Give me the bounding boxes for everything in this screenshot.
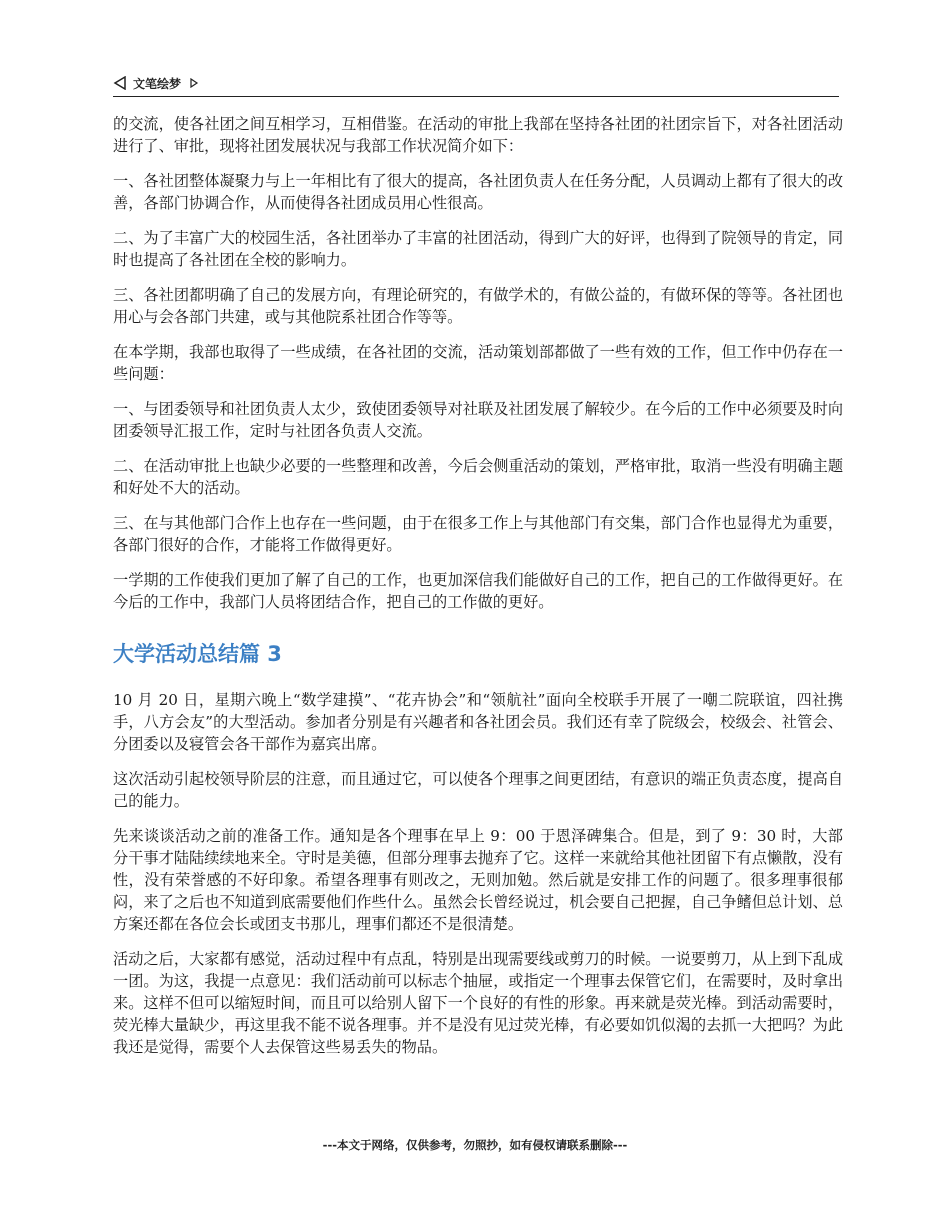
paragraph: 一、与团委领导和社团负责人太少，致使团委领导对社联及社团发展了解较少。在今后的工作中必须要及时向团委领导汇报工作，定时与社团各负责人交流。 (113, 400, 843, 440)
page-header (113, 70, 839, 97)
paragraph: 这次活动引起校领导阶层的注意，而且通过它，可以使各个理事之间更团结，有意识的端正负责态度，提高自己的能力。 (113, 770, 843, 810)
triangle-right-outline-icon (189, 78, 199, 88)
paragraph: 一学期的工作使我们更加了解了自己的工作，也更加深信我们能做好自己的工作，把自己的工作做得更好。在今后的工作中，我部门人员将团结合作，把自己的工作做的更好。 (113, 571, 843, 611)
paragraph: 先来谈谈活动之前的准备工作。通知是各个理事在早上 9：00 于恩泽碑集合。但是，到了 9：30 时，大部分干事才陆陆续续地来全。守时是美德，但部分理事去抛弃了它。这样一来就给其他社团留下有点懒散，没有性，没有荣誉感的不好印象。希望各理事有则改之，无则加勉。然后就是安排工作的问题了。很多理事很郁闷，来了之后也不知道到底需要他们作些什么。虽然会长曾经说过，机会要自己把握，自己争鳍但总计划、总方案还都在各位会长或团支书那儿，理事们都还不是很清楚。 (113, 827, 843, 933)
paragraph: 三、各社团都明确了自己的发展方向，有理论研究的，有做学术的，有做公益的，有做环保的等等。各社团也用心与会各部门共建，或与其他院系社团合作等等。 (113, 286, 843, 326)
paragraph: 的交流，使各社团之间互相学习，互相借鉴。在活动的审批上我部在坚持各社团的社团宗旨下，对各社团活动进行了、审批，现将社团发展状况与我部工作状况简介如下： (113, 115, 843, 155)
paragraph: 三、在与其他部门合作上也存在一些问题，由于在很多工作上与其他部门有交集，部门合作也显得尤为重要，各部门很好的合作，才能将工作做得更好。 (113, 514, 843, 554)
paragraph: 二、为了丰富广大的校园生活，各社团举办了丰富的社团活动，得到广大的好评，也得到了院领导的肯定，同时也提高了各社团在全校的影响力。 (113, 229, 843, 269)
paragraph: 活动之后，大家都有感觉，活动过程中有点乱，特别是出现需要线或剪刀的时候。一说要剪刀，从上到下乱成一团。为这，我提一点意见：我们活动前可以标志个抽屉，或指定一个理事去保管它们，在需要时，及时拿出来。这样不但可以缩短时间，而且可以给别人留下一个良好的有性的形象。再来就是荧光棒。到活动需要时，荧光棒大量缺少，再这里我不能不说各理事。并不是没有见过荧光棒，有必要如饥似渴的去抓一大把吗？为此我还是觉得，需要个人去保管这些易丢失的物品。 (113, 950, 843, 1056)
paragraph: 二、在活动审批上也缺少必要的一些整理和改善，今后会侧重活动的策划，严格审批，取消一些没有明确主题和好处不大的活动。 (113, 457, 843, 497)
document-body (113, 113, 843, 1071)
section-title: 大学活动总结篇 3 (113, 642, 282, 666)
paragraph: 一、各社团整体凝聚力与上一年相比有了很大的提高，各社团负责人在任务分配，人员调动上都有了很大的改善，各部门协调合作，从而使得各社团成员用心性很高。 (113, 172, 843, 212)
paragraph: 在本学期，我部也取得了一些成绩，在各社团的交流，活动策划部都做了一些有效的工作，但工作中仍存在一些问题： (113, 343, 843, 383)
page-footer: ---本文于网络，仅供参考，勿照抄，如有侵权请联系删除--- (322, 1138, 628, 1152)
paragraph: 10 月 20 日，星期六晚上“数学建摸”、“花卉协会”和“领航社”面向全校联手开展了一嘲二院联谊，四社携手，八方会友”的大型活动。参加者分别是有兴趣者和各社团会员。我们还有幸了院级会，校级会、社管会、分团委以及寝管会各干部作为嘉宾出席。 (113, 691, 843, 753)
triangle-left-outline-icon (113, 76, 127, 90)
header-brand: 文笔绘梦 (133, 76, 182, 91)
